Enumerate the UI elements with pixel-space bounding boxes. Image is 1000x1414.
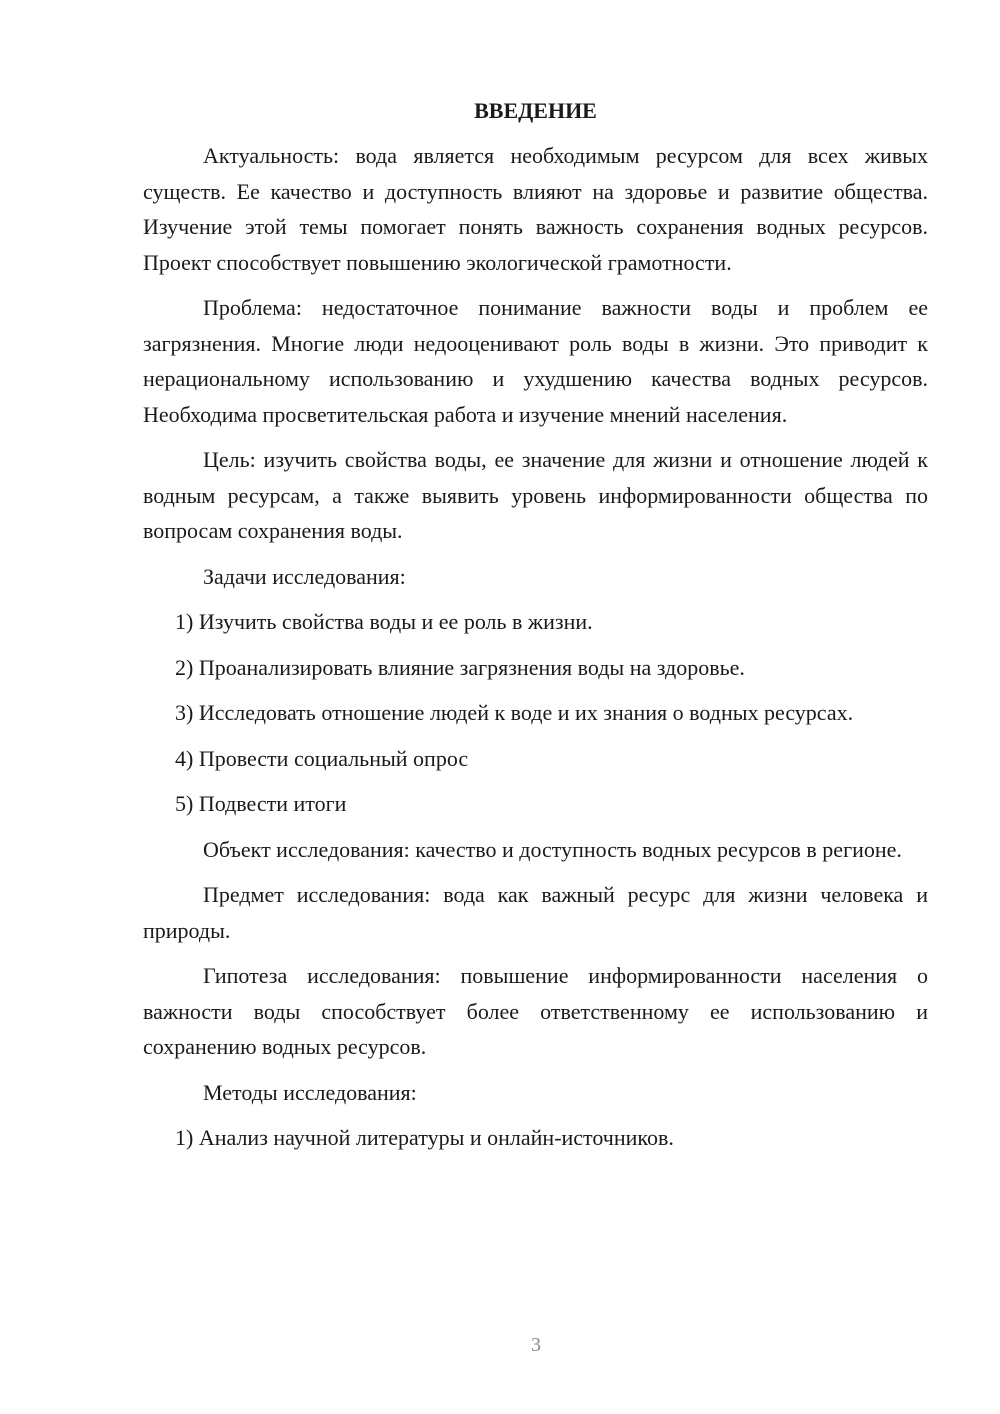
page-body: [143, 95, 928, 1166]
method-item-1: 1) Анализ научной литературы и онлайн-источников.: [175, 1125, 674, 1150]
paragraph-hypothesis: Гипотеза исследования: повышение информированности населения о важности воды способствует более ответственному ее использованию и сохранению водных ресурсов.: [143, 963, 928, 1059]
page-number: 3: [531, 1334, 541, 1356]
methods-heading: Методы исследования:: [203, 1079, 417, 1105]
task-item-4: 4) Провести социальный опрос: [175, 745, 469, 771]
paragraph-problem: Проблема: недостаточное понимание важности воды и проблем ее загрязнения. Многие люди недооценивают роль воды в жизни. Это приводит к нерациональному использованию и ухудшению качества водных ресурсов. Необходима просветительская работа и изучение мнений населения.: [143, 295, 928, 427]
task-item-1: 1) Изучить свойства воды и ее роль в жизни.: [175, 609, 593, 634]
paragraph-goal: Цель: изучить свойства воды, ее значение для жизни и отношение людей к водным ресурсам, а также выявить уровень информированности общества по вопросам сохранения воды.: [143, 447, 928, 543]
paragraph-object: Объект исследования: качество и доступность водных ресурсов в регионе.: [203, 836, 902, 862]
task-item-5: 5) Подвести итоги: [175, 791, 347, 816]
page-title: ВВЕДЕНИЕ: [474, 98, 597, 123]
task-item-2: 2) Проанализировать влияние загрязнения воды на здоровье.: [175, 654, 745, 680]
paragraph-relevance: Актуальность: вода является необходимым ресурсом для всех живых существ. Ее качество и доступность влияют на здоровье и развитие общества. Изучение этой темы помогает понять важность сохранения водных ресурсов. Проект способствует повышению экологической грамотности.: [143, 143, 928, 275]
tasks-heading: Задачи исследования:: [203, 563, 406, 589]
paragraph-subject: Предмет исследования: вода как важный ресурс для жизни человека и природы.: [143, 882, 928, 943]
task-item-3: 3) Исследовать отношение людей к воде и их знания о водных ресурсах.: [175, 700, 854, 725]
